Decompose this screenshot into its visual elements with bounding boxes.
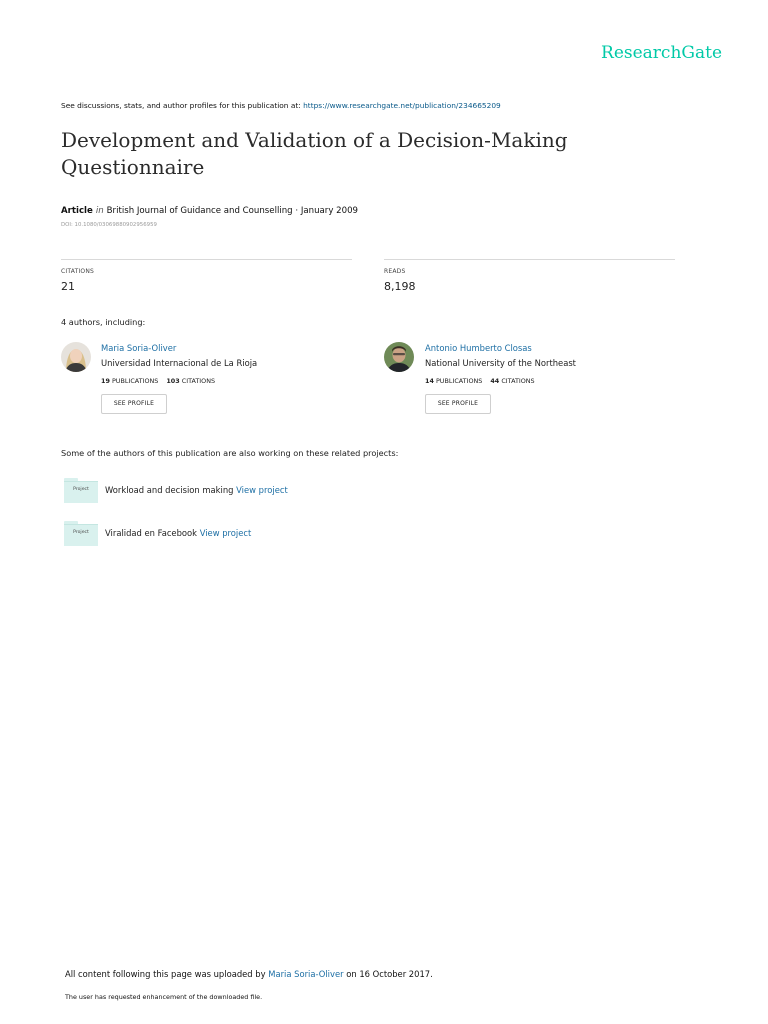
related-projects-heading: Some of the authors of this publication are also working on these related projects: (61, 448, 399, 458)
in-word: in (95, 206, 104, 216)
publication-title: Development and Validation of a Decision-Making Questionnaire (61, 128, 568, 179)
project-item (105, 485, 288, 495)
upload-notice (65, 969, 433, 979)
upload-prefix: All content following this page was uploaded by (65, 969, 266, 979)
author-name-link[interactable]: Antonio Humberto Closas (425, 343, 532, 353)
author-citations-label: CITATIONS (181, 377, 216, 385)
folder-body (64, 481, 98, 503)
person-avatar-icon (384, 342, 414, 372)
citations-divider (61, 259, 352, 260)
view-project-link[interactable]: View project (236, 485, 288, 495)
reads-label: READS (384, 268, 406, 275)
see-profile-button[interactable]: SEE PROFILE (425, 394, 491, 414)
author-citations-count: 44 (490, 377, 500, 385)
project-folder-icon (64, 521, 98, 545)
see-profile-button[interactable]: SEE PROFILE (101, 394, 167, 414)
enhancement-notice: The user has requested enhancement of the downloaded file. (65, 993, 263, 1001)
publication-type: Article (61, 206, 93, 216)
author-name-link[interactable]: Maria Soria-Oliver (101, 343, 177, 353)
project-name: Workload and decision making (105, 485, 234, 495)
author-institution: National University of the Northeast (425, 358, 576, 368)
discussion-line (61, 101, 501, 110)
uploader-link[interactable]: Maria Soria-Oliver (268, 969, 344, 979)
folder-body (64, 524, 98, 546)
publication-url-link[interactable]: https://www.researchgate.net/publication/234665209 (303, 101, 501, 110)
project-icon-label: Project (73, 487, 89, 492)
researchgate-logo[interactable]: ResearchGate (601, 43, 722, 63)
journal-date: British Journal of Guidance and Counselling · January 2009 (106, 206, 359, 216)
project-folder-icon (64, 478, 98, 502)
person-avatar-icon (61, 342, 91, 372)
upload-suffix: on 16 October 2017. (346, 969, 433, 979)
author-publications-count: 19 (101, 377, 110, 385)
authors-heading: 4 authors, including: (61, 317, 146, 327)
view-project-link[interactable]: View project (199, 528, 252, 538)
project-item (105, 528, 251, 538)
author-avatar-maria[interactable] (61, 342, 91, 372)
reads-value: 8,198 (384, 280, 416, 293)
author-stats (425, 377, 535, 385)
author-institution: Universidad Internacional de La Rioja (101, 358, 258, 368)
publication-doi: DOI: 10.1080/03069880902956959 (61, 222, 157, 228)
project-icon-label: Project (73, 530, 89, 535)
author-publications-label: PUBLICATIONS (111, 377, 159, 385)
author-publications-count: 14 (425, 377, 434, 385)
citations-label: CITATIONS (61, 268, 95, 275)
author-avatar-antonio[interactable] (384, 342, 414, 372)
author-citations-label: CITATIONS (501, 377, 535, 385)
project-name: Viralidad en Facebook (105, 528, 198, 538)
citations-value: 21 (61, 280, 75, 293)
publication-meta (61, 206, 358, 216)
author-citations-count: 103 (166, 377, 180, 385)
discussion-prefix: See discussions, stats, and author profiles for this publication at: (61, 101, 304, 110)
author-stats (101, 377, 215, 385)
reads-divider (384, 259, 675, 260)
author-publications-label: PUBLICATIONS (435, 377, 483, 385)
